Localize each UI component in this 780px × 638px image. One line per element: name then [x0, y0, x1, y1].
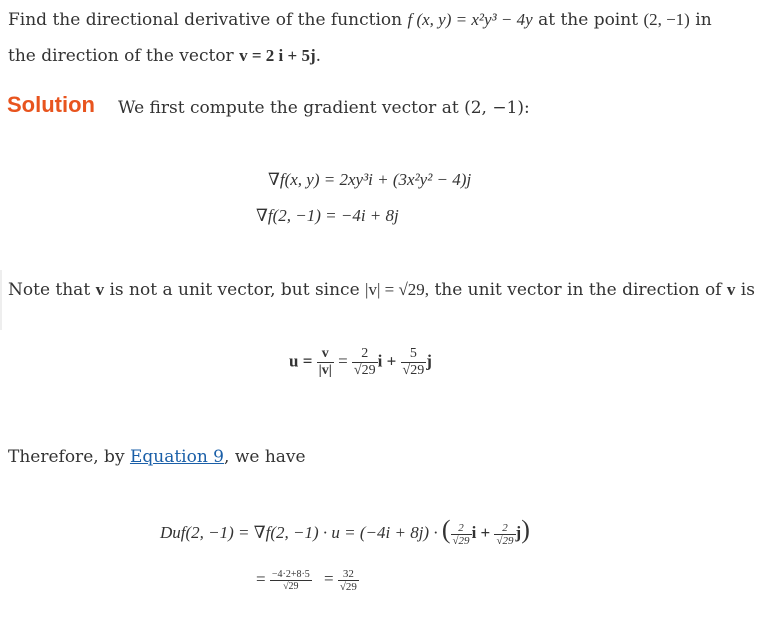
fraction-numerator: v	[317, 346, 334, 363]
fraction-denominator: √29	[339, 581, 357, 593]
close-paren: )	[521, 515, 530, 544]
deriv-j-term: j	[515, 523, 522, 542]
note-text: Note that	[8, 280, 91, 300]
fraction	[451, 522, 472, 547]
fraction-numerator: 32	[338, 568, 359, 581]
fraction-numerator: 5	[401, 346, 427, 363]
note-text: is not a unit vector, but since	[109, 280, 360, 300]
fraction-denominator: √29	[283, 581, 299, 592]
solution-intro: We first compute the gradient vector at (2, −1):	[118, 98, 530, 118]
fraction-denominator: √29	[496, 534, 514, 547]
fraction-numerator: 2	[494, 522, 515, 535]
fraction	[401, 346, 427, 379]
equals-sign: =	[324, 569, 334, 589]
derivative-steps	[256, 568, 359, 593]
norm-expression: |v| = √29,	[365, 280, 430, 299]
fraction	[317, 346, 334, 379]
deriv-i-term: i +	[471, 523, 491, 542]
therefore-line	[8, 447, 306, 467]
open-paren: (	[441, 515, 451, 544]
problem-text: Find the directional derivative of the function	[8, 10, 403, 30]
equals-sign: =	[338, 351, 348, 371]
vector-expression: v = 2 i + 5j	[239, 46, 316, 65]
fraction	[338, 568, 359, 593]
problem-text: at the point	[538, 10, 639, 30]
point-value: (2, −1)	[643, 10, 690, 29]
equation-9-link[interactable]: Equation 9	[129, 447, 225, 467]
fraction-denominator: √29	[452, 534, 470, 547]
note-line	[8, 280, 755, 300]
equals-sign: =	[256, 569, 266, 589]
problem-text: the direction of the vector	[8, 46, 234, 66]
fraction	[270, 569, 312, 592]
problem-text: .	[315, 46, 322, 66]
vector-symbol: v	[726, 280, 736, 299]
fraction-numerator: 2	[451, 522, 472, 535]
unit-j-term: j	[426, 351, 432, 371]
fraction-numerator: −4·2+8·5	[271, 569, 310, 580]
function-expression: f (x, y) = x²y³ − 4y	[407, 10, 533, 29]
fraction-denominator: |v|	[318, 363, 332, 378]
fraction-denominator: √29	[402, 363, 425, 378]
unit-vector-equation	[289, 346, 432, 379]
left-margin-bar	[0, 270, 2, 330]
gradient-point-equation: ∇f(2, −1) = −4i + 8j	[256, 206, 399, 225]
derivative-lhs: Duf(2, −1) = ∇f(2, −1) · u = (−4i + 8j) ·	[160, 523, 438, 542]
solution-heading: Solution	[7, 92, 95, 117]
therefore-text: , we have	[224, 447, 306, 467]
fraction-numerator: 2	[352, 346, 378, 363]
problem-line-2	[8, 46, 321, 66]
therefore-text: Therefore, by	[8, 447, 125, 467]
problem-line-1	[8, 10, 712, 30]
directional-derivative-equation	[160, 515, 530, 547]
unit-u-label: u =	[289, 351, 313, 371]
fraction	[352, 346, 378, 379]
gradient-general-equation: ∇f(x, y) = 2xy³i + (3x²y² − 4)j	[268, 170, 472, 189]
vector-symbol: v	[95, 280, 105, 299]
fraction	[494, 522, 515, 547]
fraction-denominator: √29	[353, 363, 376, 378]
note-text: the unit vector in the direction of	[434, 280, 722, 300]
note-text: is	[740, 280, 755, 300]
problem-text: in	[695, 10, 712, 30]
unit-i-term: i +	[377, 351, 397, 371]
